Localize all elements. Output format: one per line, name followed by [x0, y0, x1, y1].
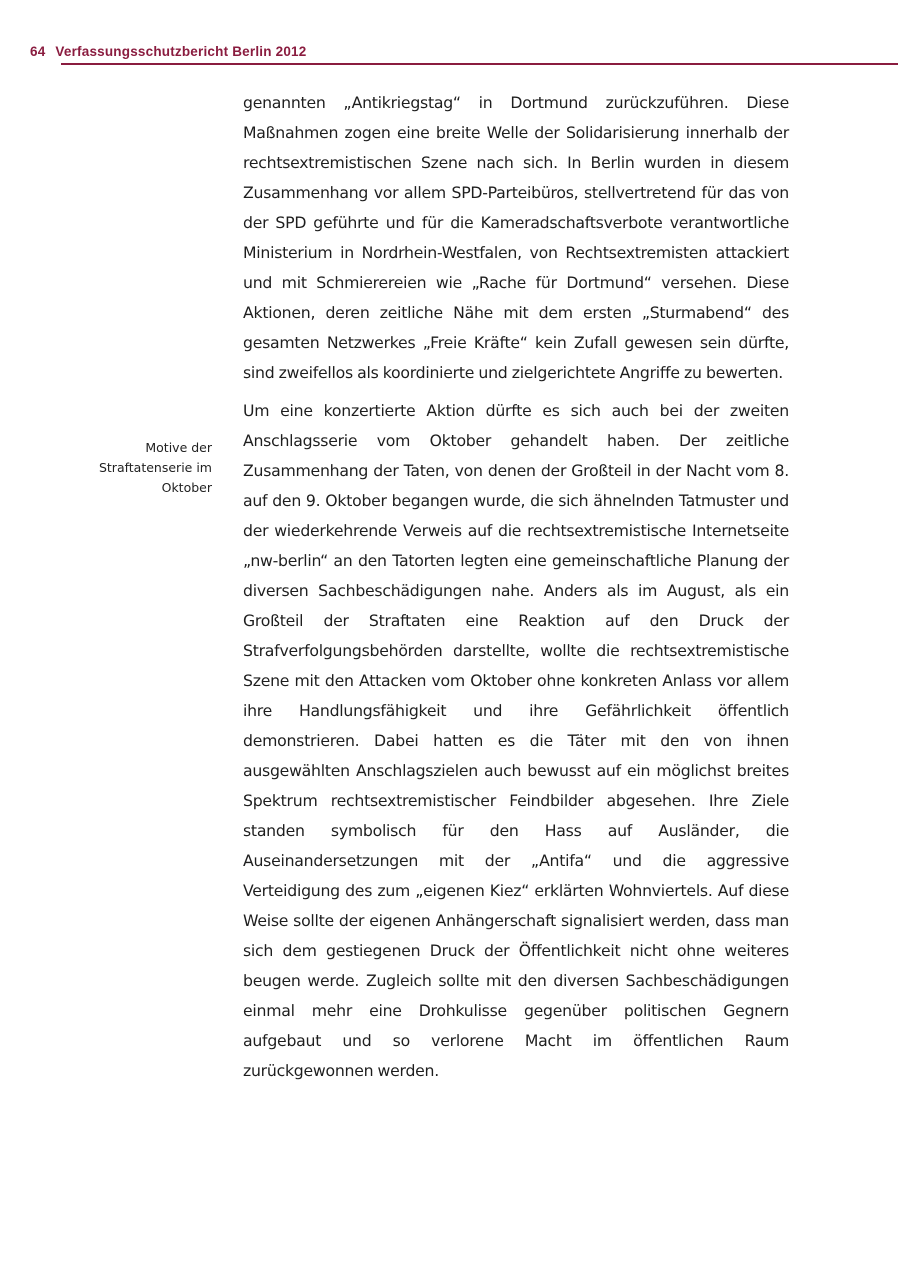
page-number: 64: [30, 43, 46, 59]
header-title: Verfassungsschutzbericht Berlin 2012: [55, 43, 307, 59]
margin-note: Motive der Straftatenserie im Oktober: [98, 440, 212, 495]
paragraph-1: genannten „Antikriegstag“ in Dortmund zurückzuführen. Diese Maßnahmen zogen eine breite Welle der Solidarisierung innerhalb der rechtsextremistischen Szene nach sich. In Berlin wurden in diesem Zusammenhang vor allem SPD-Parteibüros, stellvertretend für das von der SPD geführte und für die Kameradschaftsverbote verantwortliche Ministerium in Nordrhein-Westfalen, von Rechtsextremisten attackiert und mit Schmierereien wie „Rache für Dortmund“ versehen. Diese Aktionen, deren zeitliche Nähe mit dem ersten „Sturmabend“ des gesamten Netzwerkes „Freie Kräfte“ kein Zufall gewesen sein dürfte, sind zweifellos als koordinierte und zielgerichtete Angriffe zu bewerten.: [243, 93, 789, 382]
header-rule: [61, 63, 898, 65]
paragraph-2: Um eine konzertierte Aktion dürfte es sich auch bei der zweiten Anschlagsserie vom Oktober gehandelt haben. Der zeitliche Zusammenhang der Taten, von denen der Großteil in der Nacht vom 8. auf den 9. Oktober begangen wurde, die sich ähnelnden Tatmuster und der wiederkehrende Verweis auf die rechtsextremistische Internetseite „nw-berlin“ an den Tatorten legten eine gemeinschaftliche Planung der diversen Sachbeschädigungen nahe. Anders als im August, als ein Großteil der Straftaten eine Reaktion auf den Druck der Strafverfolgungsbehörden darstellte, wollte die rechtsextremistische Szene mit den Attacken vom Oktober ohne konkreten Anlass vor allem ihre Handlungsfähigkeit und ihre Gefährlichkeit öffentlich demonstrieren. Dabei hatten es die Täter mit den von ihnen ausgewählten Anschlagszielen auch bewusst auf ein möglichst breites Spektrum rechtsextremistischer Feindbilder abgesehen. Ihre Ziele standen symbolisch für den Hass auf Ausländer, die Auseinandersetzungen mit der „Antifa“ und die aggressive Verteidigung des zum „eigenen Kiez“ erklärten Wohnviertels. Auf diese Weise sollte der eigenen Anhängerschaft signalisiert werden, dass man sich dem gestiegenen Druck der Öffentlichkeit nicht ohne weiteres beugen werde. Zugleich sollte mit den diversen Sachbeschädigungen einmal mehr eine Drohkulisse gegenüber politischen Gegnern aufgebaut und so verlorene Macht im öffentlichen Raum zurückgewonnen werden.: [243, 401, 789, 1080]
body-text: [243, 88, 789, 1086]
running-header: [30, 40, 898, 62]
